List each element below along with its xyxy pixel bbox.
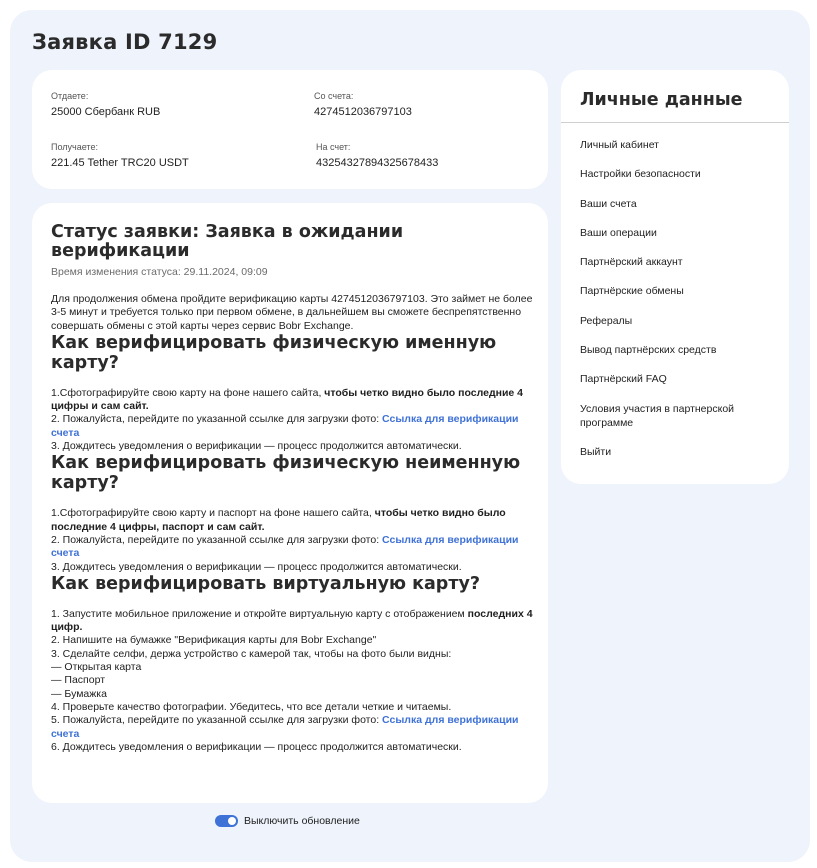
sidebar-divider xyxy=(561,122,789,123)
status-card xyxy=(32,203,548,803)
receive-value: 221.45 Tether TRC20 USDT xyxy=(51,157,189,169)
status-time: Время изменения статуса: 29.11.2024, 09:09 xyxy=(51,266,268,278)
step: 3. Дождитесь уведомления о верификации — процесс продолжится автоматически. xyxy=(51,560,462,573)
step-emphasis: чтобы четко видно было последние 4 цифры и сам сайт. xyxy=(51,386,524,413)
auto-refresh-toggle[interactable] xyxy=(215,815,238,827)
sidebar-item-account[interactable]: Личный кабинет xyxy=(580,139,659,151)
sidebar-item-partner-account[interactable]: Партнёрский аккаунт xyxy=(580,256,683,269)
sidebar xyxy=(561,70,789,484)
steps-unnamed-card xyxy=(51,507,533,573)
step xyxy=(51,413,533,440)
section-title-named-card: Как верифицировать физическую именную карту? xyxy=(51,332,497,373)
auto-refresh-toggle-row xyxy=(215,815,360,827)
step xyxy=(51,608,533,635)
verification-link[interactable]: Ссылка для верификации счета xyxy=(51,533,519,560)
auto-refresh-toggle-label[interactable]: Выключить обновление xyxy=(244,815,360,827)
step-text: 1. Запустите мобильное приложение и откройте виртуальную карту с отображением xyxy=(51,607,468,620)
sidebar-item-referrals[interactable]: Рефералы xyxy=(580,314,633,327)
step: 3. Дождитесь уведомления о верификации — процесс продолжится автоматически. xyxy=(51,440,462,453)
step xyxy=(51,387,533,414)
exchange-summary-card xyxy=(32,70,548,189)
page-frame xyxy=(10,10,810,862)
from-account-value: 4274512036797103 xyxy=(314,106,412,118)
section-title-virtual-card: Как верифицировать виртуальную карту? xyxy=(51,573,481,594)
status-title: Статус заявки: Заявка в ожидании верификации xyxy=(51,222,404,261)
sidebar-item-security[interactable]: Настройки безопасности xyxy=(580,168,701,181)
receive-field xyxy=(51,141,189,170)
step: 4. Проверьте качество фотографии. Убедитесь, что все детали четкие и читаемы. xyxy=(51,700,452,713)
step xyxy=(51,714,533,741)
give-value: 25000 Сбербанк RUB xyxy=(51,106,161,118)
receive-label: Получаете: xyxy=(51,142,98,152)
to-account-value: 43254327894325678433 xyxy=(316,157,439,169)
page-title: Заявка ID 7129 xyxy=(32,30,218,54)
from-account-label: Со счета: xyxy=(314,91,354,101)
sidebar-item-operations[interactable]: Ваши операции xyxy=(580,226,657,239)
list-item: — Открытая карта xyxy=(51,661,142,674)
verification-link[interactable]: Ссылка для верификации счета xyxy=(51,413,519,439)
from-account-field xyxy=(314,90,412,119)
step-text: 2. Пожалуйста, перейдите по указанной ссылке для загрузки фото: xyxy=(51,533,383,546)
step: 2. Напишите на бумажке "Верификация карты для Bobr Exchange" xyxy=(51,634,377,647)
sidebar-title: Личные данные xyxy=(580,90,743,110)
step: 6. Дождитесь уведомления о верификации — процесс продолжится автоматически. xyxy=(51,740,462,753)
step-text: 1.Сфотографируйте свою карту и паспорт на фоне нашего сайта, xyxy=(51,507,375,520)
section-title-unnamed-card: Как верифицировать физическую неименную карту? xyxy=(51,453,521,494)
step-text: 5. Пожалуйста, перейдите по указанной ссылке для загрузки фото: xyxy=(51,714,383,727)
step xyxy=(51,534,533,561)
step-emphasis: чтобы четко видно было последние 4 цифры, паспорт и сам сайт. xyxy=(51,507,506,533)
to-account-field xyxy=(316,141,438,170)
sidebar-item-partner-terms[interactable]: Условия участия в партнерской программе xyxy=(580,402,735,429)
to-account-label: На счет: xyxy=(316,142,351,152)
sidebar-item-accounts[interactable]: Ваши счета xyxy=(580,197,637,210)
steps-named-card xyxy=(51,387,533,453)
list-item: — Бумажка xyxy=(51,687,107,700)
step: 3. Сделайте селфи, держа устройство с камерой так, чтобы на фото были видны: xyxy=(51,647,452,660)
step xyxy=(51,507,533,534)
sidebar-item-logout[interactable]: Выйти xyxy=(580,445,612,458)
sidebar-menu xyxy=(580,138,780,474)
sidebar-item-partner-withdrawal[interactable]: Вывод партнёрских средств xyxy=(580,344,717,357)
verification-link[interactable]: Ссылка для верификации счета xyxy=(51,714,519,740)
status-intro: Для продолжения обмена пройдите верификацию карты 4274512036797103. Это займет не более 3-5 минут и требуется только при первом обмене, в дальнейшем вы сможете беспрепятственно совершать обмены с этой карты через сервис Bobr Exchange. xyxy=(51,293,533,332)
step-emphasis: последних 4 цифр. xyxy=(51,607,533,634)
toggle-knob xyxy=(228,817,236,825)
give-field xyxy=(51,90,160,119)
sidebar-item-partner-faq[interactable]: Партнёрский FAQ xyxy=(580,373,667,386)
give-label: Отдаете: xyxy=(51,91,89,101)
list-item: — Паспорт xyxy=(51,674,105,687)
step-text: 1.Сфотографируйте свою карту на фоне нашего сайта, xyxy=(51,386,325,399)
steps-virtual-card xyxy=(51,608,533,754)
step-text: 2. Пожалуйста, перейдите по указанной ссылке для загрузки фото: xyxy=(51,413,383,426)
sidebar-item-partner-exchanges[interactable]: Партнёрские обмены xyxy=(580,285,684,298)
